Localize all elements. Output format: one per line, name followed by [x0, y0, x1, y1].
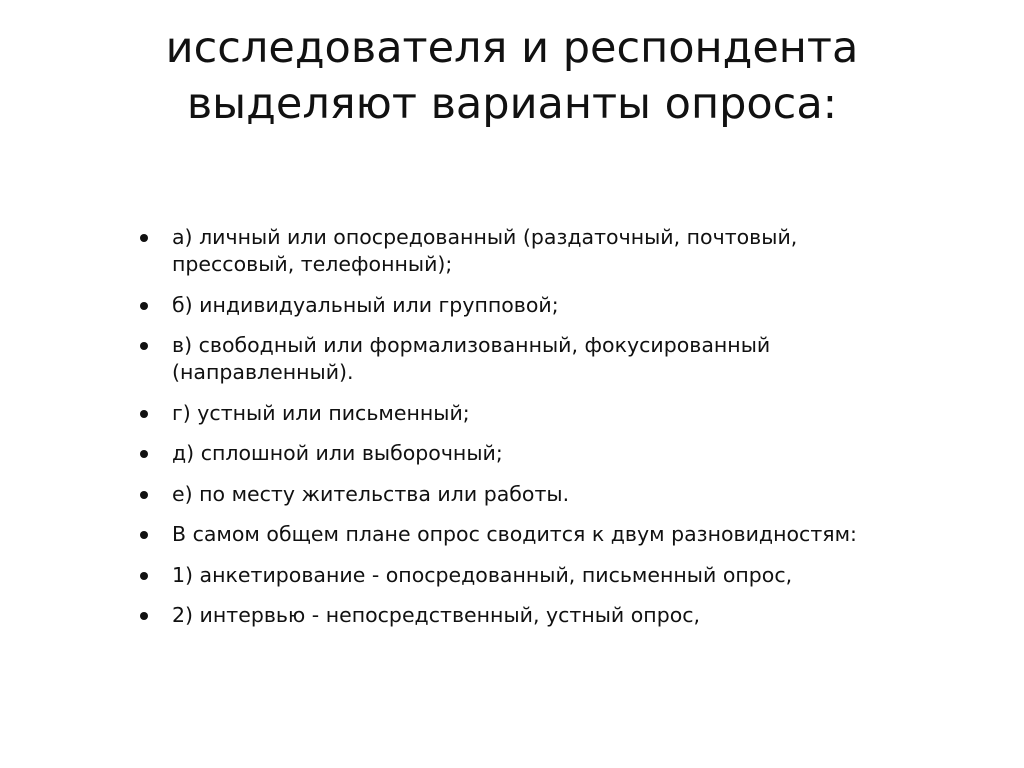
title-line: выделяют варианты опроса:: [186, 79, 838, 129]
bullet-item: 1) анкетирование - опосредованный, письменный опрос,: [140, 562, 900, 589]
bullet-list: [140, 224, 900, 643]
bullet-item: б) индивидуальный или групповой;: [140, 292, 900, 319]
bullet-item: а) личный или опосредованный (раздаточный, почтовый, прессовый, телефонный);: [140, 224, 900, 278]
bullet-item: г) устный или письменный;: [140, 400, 900, 427]
slide-title: [0, 0, 1024, 132]
title-line-cropped: [0, 0, 1024, 20]
bullet-item: в) свободный или формализованный, фокусированный (направленный).: [140, 332, 900, 386]
bullet-item: д) сплошной или выборочный;: [140, 440, 900, 467]
bullet-item: 2) интервью - непосредственный, устный опрос,: [140, 602, 900, 629]
title-line: исследователя и респондента: [165, 23, 859, 73]
bullet-item: е) по месту жительства или работы.: [140, 481, 900, 508]
bullet-item: В самом общем плане опрос сводится к двум разновидностям:: [140, 521, 900, 548]
